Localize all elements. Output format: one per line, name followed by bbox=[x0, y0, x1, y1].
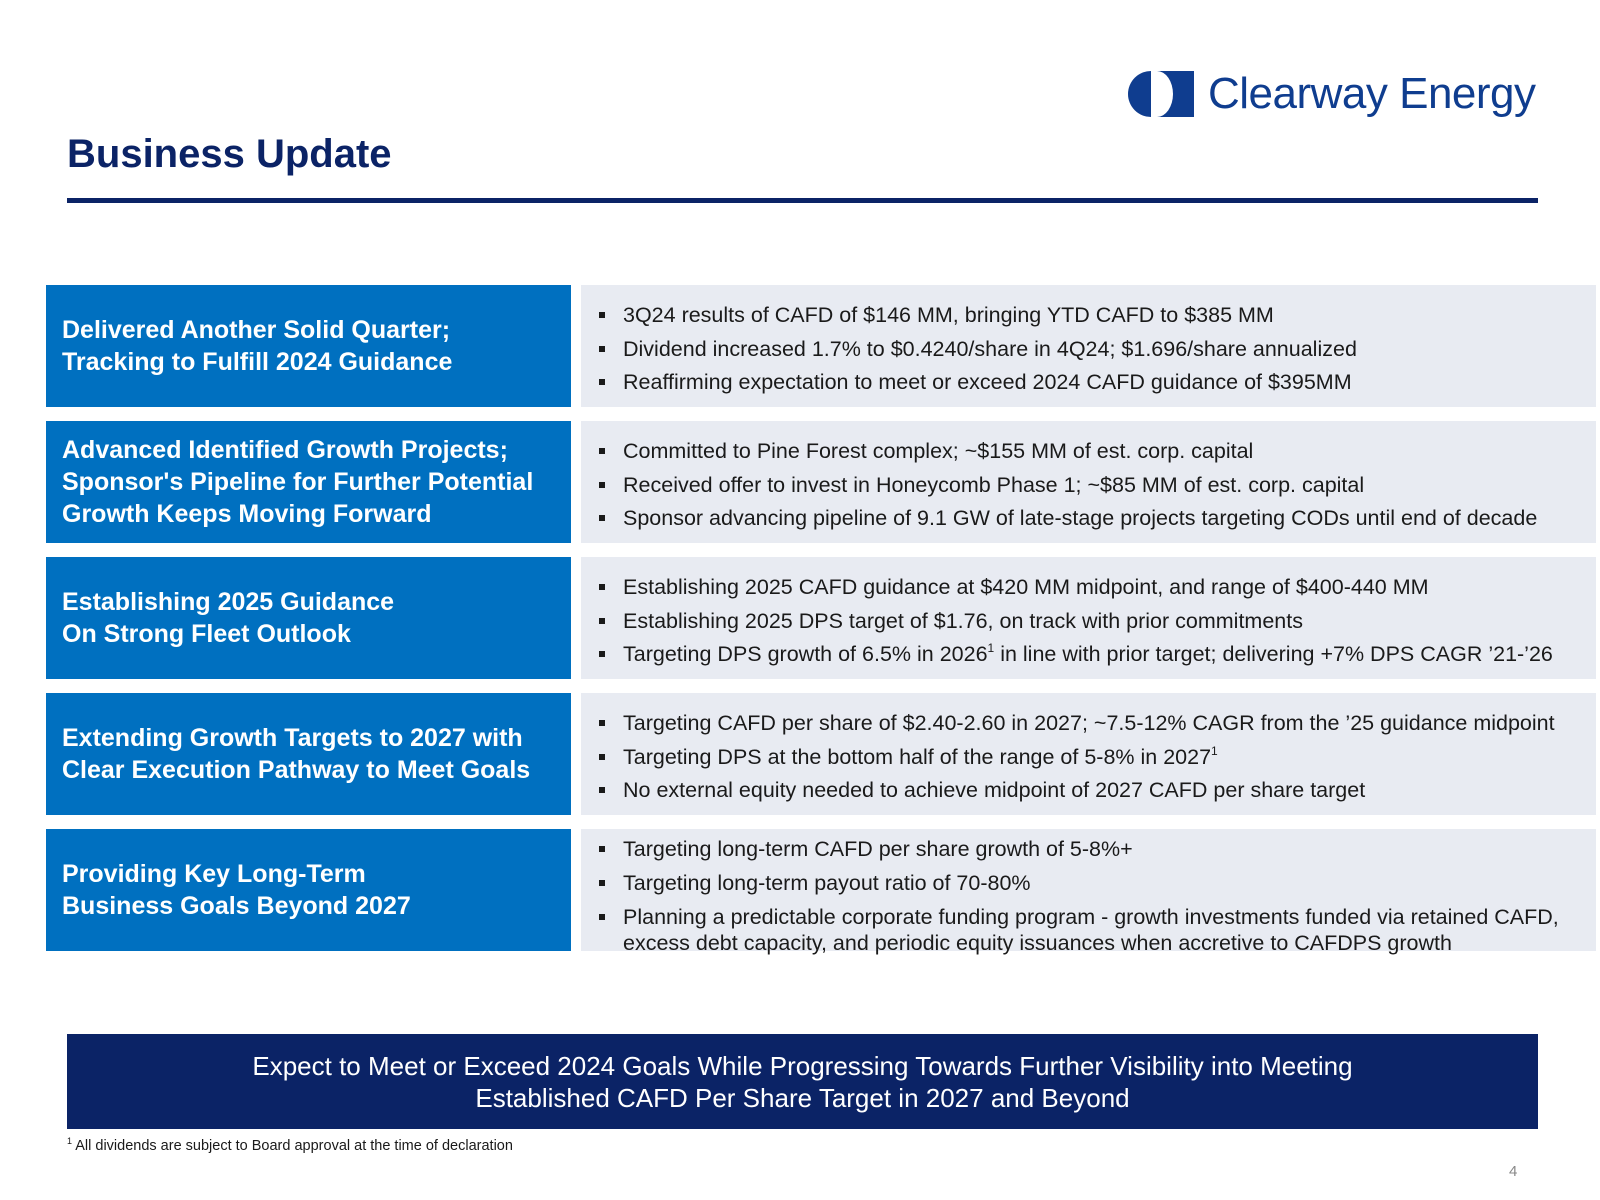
row-heading-line: Establishing 2025 Guidance bbox=[62, 588, 395, 616]
bullet-item: Dividend increased 1.7% to $0.4240/share in 4Q24; $1.696/share annualized bbox=[593, 333, 1586, 367]
footnote-ref: 1 bbox=[987, 641, 995, 655]
row-heading bbox=[46, 421, 571, 543]
row-bullets bbox=[581, 421, 1596, 543]
bullet-item: Targeting long-term payout ratio of 70-80% bbox=[593, 867, 1586, 901]
row-heading-line: Providing Key Long-Term bbox=[62, 860, 366, 888]
footnote bbox=[67, 1138, 513, 1154]
bullet-item: Reaffirming expectation to meet or exceed 2024 CAFD guidance of $395MM bbox=[593, 366, 1586, 400]
update-row bbox=[46, 421, 1596, 543]
footnote-text: All dividends are subject to Board approval at the time of declaration bbox=[72, 1138, 513, 1154]
row-heading-line: Clear Execution Pathway to Meet Goals bbox=[62, 756, 531, 784]
page-title: Business Update bbox=[67, 132, 392, 176]
row-heading-line: Tracking to Fulfill 2024 Guidance bbox=[62, 348, 453, 376]
row-bullets bbox=[581, 693, 1596, 815]
row-heading bbox=[46, 693, 571, 815]
bullet-item: Targeting long-term CAFD per share growth of 5-8%+ bbox=[593, 833, 1586, 867]
row-heading-line: Growth Keeps Moving Forward bbox=[62, 500, 432, 528]
update-row bbox=[46, 285, 1596, 407]
bullet-text: in line with prior target; delivering +7% DPS CAGR ’21-’26 bbox=[994, 642, 1553, 666]
row-bullets bbox=[581, 557, 1596, 679]
update-row bbox=[46, 829, 1596, 955]
bullet-item: No external equity needed to achieve midpoint of 2027 CAFD per share target bbox=[593, 774, 1586, 808]
bullet-text: Targeting DPS at the bottom half of the range of 5-8% in 2027 bbox=[623, 744, 1212, 769]
logo-text: Clearway Energy bbox=[1208, 69, 1536, 118]
title-divider bbox=[67, 198, 1538, 203]
bullet-item: Planning a predictable corporate funding program - growth investments funded via retained CAFD, excess debt capacity, and periodic equity issuances when accretive to CAFDPS growth bbox=[593, 904, 1586, 956]
bullet-item: Establishing 2025 CAFD guidance at $420 MM midpoint, and range of $400-440 MM bbox=[593, 571, 1586, 605]
footnote-ref: 1 bbox=[1211, 743, 1218, 758]
bullet-item bbox=[593, 638, 1586, 672]
footnote-marker: 1 bbox=[67, 1136, 73, 1146]
row-bullets bbox=[581, 829, 1596, 955]
banner-line: Established CAFD Per Share Target in 2027 and Beyond bbox=[475, 1082, 1130, 1113]
update-row bbox=[46, 557, 1596, 679]
clearway-logo-mark-icon bbox=[1128, 71, 1194, 117]
row-heading-line: Sponsor's Pipeline for Further Potential bbox=[62, 468, 534, 496]
row-heading-line: On Strong Fleet Outlook bbox=[62, 620, 351, 648]
page-number: 4 bbox=[1509, 1163, 1518, 1180]
bullet-item: Targeting CAFD per share of $2.40-2.60 in 2027; ~7.5-12% CAGR from the ’25 guidance midpoint bbox=[593, 707, 1586, 741]
bullet-item: 3Q24 results of CAFD of $146 MM, bringing YTD CAFD to $385 MM bbox=[593, 299, 1586, 333]
update-row bbox=[46, 693, 1596, 815]
row-heading bbox=[46, 285, 571, 407]
bullet-item: Sponsor advancing pipeline of 9.1 GW of late-stage projects targeting CODs until end of decade bbox=[593, 502, 1586, 536]
bullet-item: Committed to Pine Forest complex; ~$155 MM of est. corp. capital bbox=[593, 435, 1586, 469]
row-heading-line: Extending Growth Targets to 2027 with bbox=[62, 724, 523, 752]
bullet-item: Received offer to invest in Honeycomb Phase 1; ~$85 MM of est. corp. capital bbox=[593, 469, 1586, 503]
banner-line: Expect to Meet or Exceed 2024 Goals While Progressing Towards Further Visibility into Meeting bbox=[252, 1050, 1353, 1081]
clearway-logo bbox=[1128, 70, 1536, 118]
row-bullets bbox=[581, 285, 1596, 407]
bullet-text: Targeting DPS growth of 6.5% in 2026 bbox=[623, 642, 988, 666]
bullet-item: Establishing 2025 DPS target of $1.76, on track with prior commitments bbox=[593, 605, 1586, 639]
row-heading bbox=[46, 829, 571, 951]
row-heading-line: Business Goals Beyond 2027 bbox=[62, 892, 411, 920]
bullet-item bbox=[593, 741, 1586, 775]
row-heading-line: Advanced Identified Growth Projects; bbox=[62, 436, 508, 464]
row-heading-line: Delivered Another Solid Quarter; bbox=[62, 316, 451, 344]
row-heading bbox=[46, 557, 571, 679]
summary-banner bbox=[67, 1034, 1538, 1129]
